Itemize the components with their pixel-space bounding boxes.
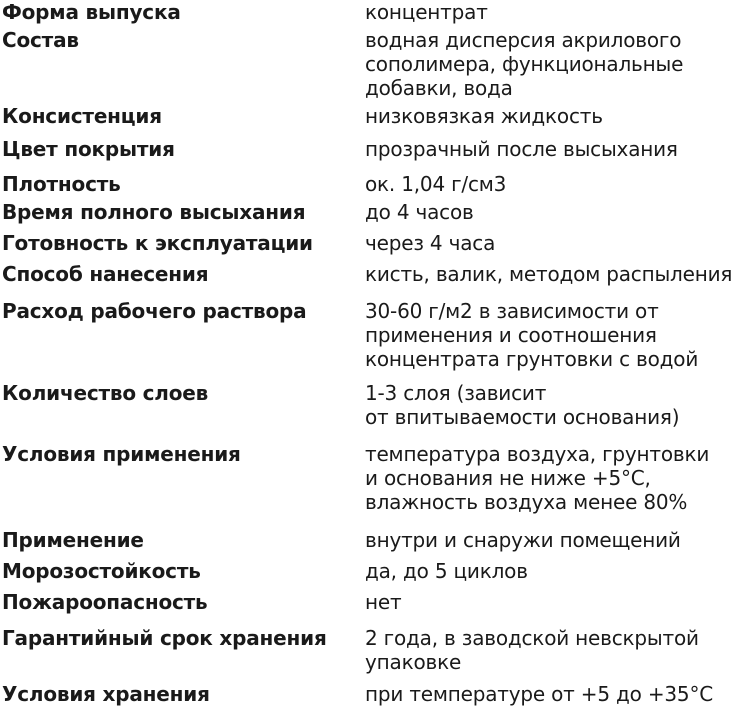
spec-label: Гарантийный срок хранения bbox=[2, 626, 327, 650]
spec-label: Условия применения bbox=[2, 442, 241, 466]
spec-value: внутри и снаружи помещений bbox=[365, 528, 681, 552]
spec-value: концентрат bbox=[365, 0, 488, 24]
spec-label: Время полного высыхания bbox=[2, 200, 306, 224]
spec-value: до 4 часов bbox=[365, 200, 474, 224]
spec-label: Плотность bbox=[2, 172, 121, 196]
spec-value: прозрачный после высыхания bbox=[365, 137, 678, 161]
spec-label: Пожароопасность bbox=[2, 590, 208, 614]
spec-value: водная дисперсия акрилового сополимера, функциональные добавки, вода bbox=[365, 28, 684, 100]
spec-label: Морозостойкость bbox=[2, 559, 201, 583]
spec-label: Способ нанесения bbox=[2, 262, 209, 286]
spec-value: 1-3 слоя (зависит от впитываемости основания) bbox=[365, 381, 680, 429]
spec-label: Консистенция bbox=[2, 104, 162, 128]
spec-value: низковязкая жидкость bbox=[365, 104, 603, 128]
spec-value: при температуре от +5 до +35°С bbox=[365, 682, 714, 706]
spec-label: Форма выпуска bbox=[2, 0, 181, 24]
spec-value: 30-60 г/м2 в зависимости от применения и соотношения концентрата грунтовки с водой bbox=[365, 299, 699, 371]
spec-value: через 4 часа bbox=[365, 231, 496, 255]
spec-value: ок. 1,04 г/см3 bbox=[365, 172, 507, 196]
spec-label: Цвет покрытия bbox=[2, 137, 175, 161]
spec-label: Готовность к эксплуатации bbox=[2, 231, 313, 255]
spec-value: да, до 5 циклов bbox=[365, 559, 528, 583]
spec-value: температура воздуха, грунтовки и основания не ниже +5°С, влажность воздуха менее 80% bbox=[365, 442, 710, 514]
spec-label: Расход рабочего раствора bbox=[2, 299, 307, 323]
spec-value: нет bbox=[365, 590, 402, 614]
spec-label: Состав bbox=[2, 28, 79, 52]
spec-value: 2 года, в заводской невскрытой упаковке bbox=[365, 626, 699, 674]
spec-value: кисть, валик, методом распыления bbox=[365, 262, 733, 286]
spec-label: Применение bbox=[2, 528, 144, 552]
spec-label: Количество слоев bbox=[2, 381, 209, 405]
spec-label: Условия хранения bbox=[2, 682, 210, 706]
